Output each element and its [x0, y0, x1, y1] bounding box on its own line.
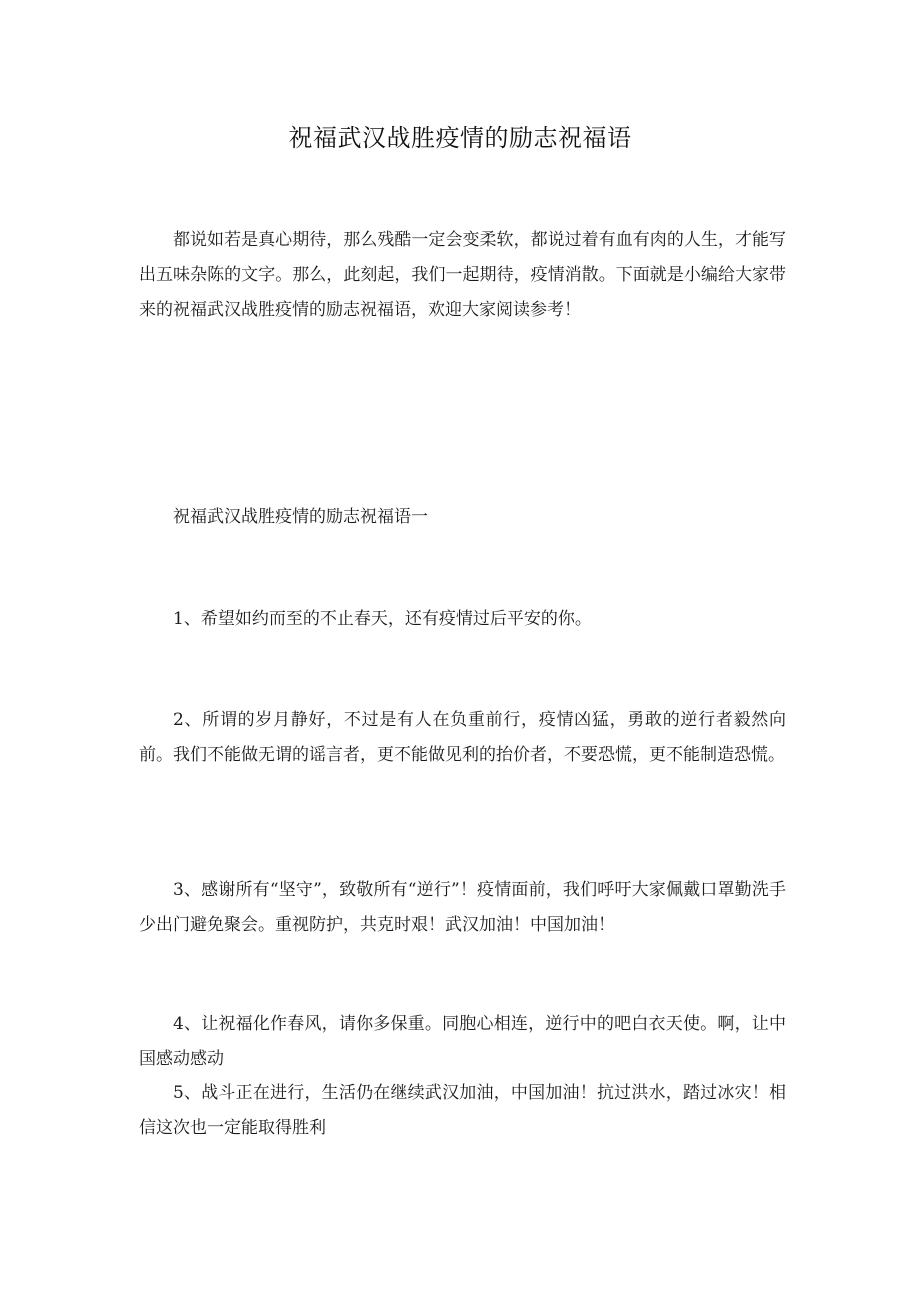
list-item: 2、所谓的岁月静好，不过是有人在负重前行，疫情凶猛，勇敢的逆行者毅然向前。我们不能做无谓的谣言者，更不能做见利的抬价者，不要恐慌，更不能制造恐慌。: [139, 710, 786, 765]
intro-paragraph: 都说如若是真心期待，那么残酷一定会变柔软，都说过着有血有肉的人生，才能写出五味杂陈的文字。那么，此刻起，我们一起期待，疫情消散。下面就是小编给大家带来的祝福武汉战胜疫情的励志祝福语，欢迎大家阅读参考！: [139, 230, 786, 320]
section-heading: 祝福武汉战胜疫情的励志祝福语一: [173, 507, 428, 527]
list-item: 3、感谢所有“坚守”，致敬所有“逆行”！疫情面前，我们呼吁大家佩戴口罩勤洗手少出门避免聚会。重视防护，共克时艰！武汉加油！中国加油！: [139, 880, 786, 935]
list-item: 4、让祝福化作春风，请你多保重。同胞心相连，逆行中的吧白衣天使。啊，让中国感动感动: [139, 1014, 786, 1069]
page-title: 祝福武汉战胜疫情的励志祝福语: [288, 124, 632, 152]
list-item: 1、希望如约而至的不止春天，还有疫情过后平安的你。: [173, 609, 592, 629]
list-item: 5、战斗正在进行，生活仍在继续武汉加油，中国加油！抗过洪水，踏过冰灾！相信这次也一定能取得胜利: [139, 1083, 786, 1138]
